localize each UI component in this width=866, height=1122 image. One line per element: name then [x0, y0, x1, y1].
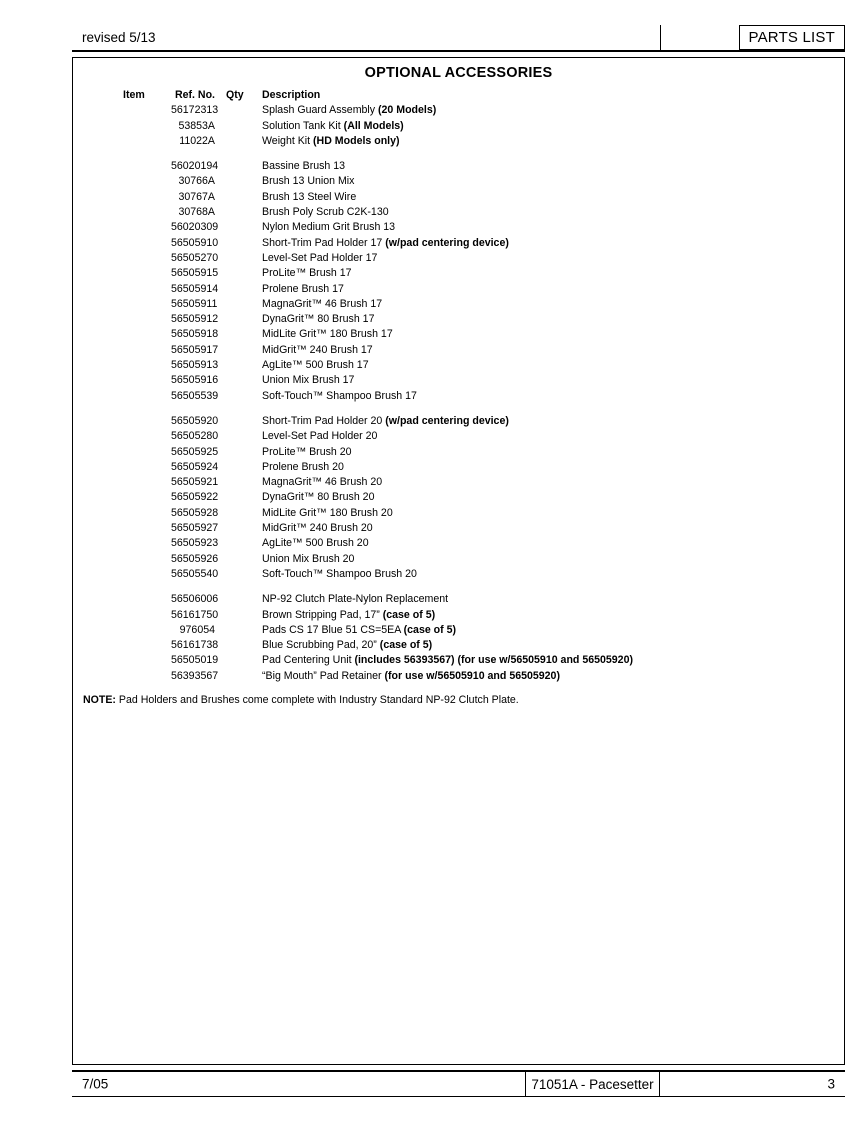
- ref-number-cell: 56505539: [171, 389, 219, 402]
- description-bold-text: (includes 56393567) (for use w/56505910 and 56505920): [354, 654, 633, 667]
- description-cell: MagnaGrit™ 46 Brush 20: [262, 476, 383, 489]
- item-cell: [123, 119, 171, 134]
- ref-number-cell: 11022A: [179, 134, 215, 147]
- qty-cell: [215, 312, 262, 327]
- description-cell: Short-Trim Pad Holder 20 (w/pad centering device): [262, 414, 509, 427]
- description-cell: Nylon Medium Grit Brush 13: [262, 221, 396, 234]
- ref-number-cell: 56505912: [171, 313, 219, 326]
- table-row: [123, 236, 832, 251]
- item-cell: [123, 343, 171, 358]
- table-row: [123, 536, 832, 551]
- item-cell: [123, 266, 171, 281]
- item-cell: [123, 669, 171, 684]
- description-cell: Blue Scrubbing Pad, 20” (case of 5): [262, 639, 433, 652]
- qty-cell: [215, 389, 262, 404]
- qty-cell: [215, 445, 262, 460]
- description-cell: Level-Set Pad Holder 20: [262, 430, 378, 443]
- ref-number-cell: 56505923: [171, 537, 219, 550]
- qty-cell: [215, 638, 262, 653]
- qty-cell: [215, 343, 262, 358]
- item-cell: [123, 103, 171, 118]
- qty-cell: [215, 373, 262, 388]
- ref-number-cell: 56505918: [171, 328, 219, 341]
- qty-cell: [215, 205, 262, 220]
- table-row: [123, 358, 832, 373]
- qty-cell: [215, 552, 262, 567]
- description-cell: Soft-Touch™ Shampoo Brush 17: [262, 389, 417, 402]
- description-cell: MagnaGrit™ 46 Brush 17: [262, 297, 383, 310]
- description-cell: Pad Centering Unit (includes 56393567) (for use w/56505910 and 56505920): [262, 654, 633, 667]
- table-row: [123, 220, 832, 235]
- qty-cell: [215, 174, 262, 189]
- column-header-item: Item: [123, 89, 145, 101]
- description-cell: Solution Tank Kit (All Models): [262, 119, 404, 132]
- description-cell: Weight Kit (HD Models only): [262, 134, 400, 147]
- page-header: [72, 25, 845, 52]
- table-row: [123, 608, 832, 623]
- item-cell: [123, 552, 171, 567]
- ref-number-cell: 30767A: [178, 190, 215, 203]
- table-row: [123, 312, 832, 327]
- qty-cell: [215, 159, 262, 174]
- item-cell: [123, 205, 171, 220]
- item-cell: [123, 389, 171, 404]
- ref-number-cell: 56505928: [171, 506, 219, 519]
- description-cell: Brush 13 Union Mix: [262, 175, 355, 188]
- footer-document-id: 71051A - Pacesetter: [525, 1072, 660, 1096]
- qty-cell: [215, 592, 262, 607]
- ref-number-cell: 56172313: [171, 104, 219, 117]
- item-cell: [123, 475, 171, 490]
- row-group: [123, 592, 832, 684]
- column-header-qty: Qty: [226, 89, 244, 101]
- description-bold-text: (case of 5): [382, 608, 436, 621]
- description-cell: NP-92 Clutch Plate-Nylon Replacement: [262, 593, 449, 606]
- description-cell: Soft-Touch™ Shampoo Brush 20: [262, 567, 417, 580]
- description-cell: ProLite™ Brush 17: [262, 267, 352, 280]
- table-row: [123, 190, 832, 205]
- qty-cell: [215, 251, 262, 266]
- header-divider: [660, 25, 661, 50]
- ref-number-cell: 56505926: [171, 552, 219, 565]
- qty-cell: [215, 414, 262, 429]
- description-cell: DynaGrit™ 80 Brush 20: [262, 491, 375, 504]
- table-row: [123, 429, 832, 444]
- table-row: [123, 134, 832, 149]
- page-footer: [72, 1070, 845, 1097]
- table-row: [123, 460, 832, 475]
- description-cell: Prolene Brush 17: [262, 282, 344, 295]
- page-title: OPTIONAL ACCESSORIES: [364, 65, 553, 81]
- item-cell: [123, 567, 171, 582]
- description-cell: Splash Guard Assembly (20 Models): [262, 104, 437, 117]
- table-row: [123, 653, 832, 668]
- footer-page-number: 3: [827, 1076, 835, 1092]
- item-cell: [123, 297, 171, 312]
- item-cell: [123, 521, 171, 536]
- content-box: [72, 57, 845, 1065]
- table-row: [123, 475, 832, 490]
- table-row: [123, 623, 832, 638]
- description-cell: MidGrit™ 240 Brush 17: [262, 343, 373, 356]
- description-cell: Union Mix Brush 17: [262, 374, 355, 387]
- item-cell: [123, 312, 171, 327]
- table-row: [123, 552, 832, 567]
- description-cell: AgLite™ 500 Brush 20: [262, 537, 369, 550]
- qty-cell: [215, 567, 262, 582]
- item-cell: [123, 236, 171, 251]
- qty-cell: [215, 536, 262, 551]
- ref-number-cell: 56505910: [171, 236, 219, 249]
- description-cell: MidGrit™ 240 Brush 20: [262, 522, 373, 535]
- description-cell: Union Mix Brush 20: [262, 552, 355, 565]
- description-bold-text: (w/pad centering device): [385, 414, 509, 427]
- table-row: [123, 282, 832, 297]
- table-header-row: [123, 88, 832, 103]
- description-cell: Brown Stripping Pad, 17” (case of 5): [262, 608, 436, 621]
- item-cell: [123, 592, 171, 607]
- qty-cell: [215, 327, 262, 342]
- qty-cell: [215, 134, 262, 149]
- table-row: [123, 389, 832, 404]
- description-cell: “Big Mouth” Pad Retainer (for use w/56505910 and 56505920): [262, 669, 560, 682]
- qty-cell: [215, 506, 262, 521]
- description-cell: MidLite Grit™ 180 Brush 17: [262, 328, 393, 341]
- description-cell: DynaGrit™ 80 Brush 17: [262, 313, 375, 326]
- qty-cell: [215, 119, 262, 134]
- qty-cell: [215, 490, 262, 505]
- description-cell: Brush 13 Steel Wire: [262, 190, 357, 203]
- item-cell: [123, 159, 171, 174]
- column-header-description: Description: [262, 89, 321, 101]
- accessories-table-groups: [123, 103, 832, 684]
- qty-cell: [215, 653, 262, 668]
- description-bold-text: (HD Models only): [313, 134, 400, 147]
- ref-number-cell: 56505924: [171, 460, 219, 473]
- ref-number-cell: 976054: [179, 623, 215, 636]
- table-row: [123, 174, 832, 189]
- table-row: [123, 103, 832, 118]
- revision-date: revised 5/13: [82, 30, 156, 45]
- table-row: [123, 445, 832, 460]
- ref-number-cell: 56505920: [171, 414, 219, 427]
- item-cell: [123, 251, 171, 266]
- item-cell: [123, 460, 171, 475]
- qty-cell: [215, 103, 262, 118]
- ref-number-cell: 56505921: [171, 476, 219, 489]
- ref-number-cell: 56505540: [171, 567, 219, 580]
- ref-number-cell: 56020309: [171, 221, 219, 234]
- description-cell: Brush Poly Scrub C2K-130: [262, 206, 389, 219]
- description-bold-text: (for use w/56505910 and 56505920): [384, 669, 560, 682]
- table-row: [123, 343, 832, 358]
- table-row: [123, 297, 832, 312]
- row-group: [123, 159, 832, 404]
- column-header-ref: Ref. No.: [174, 89, 215, 101]
- description-bold-text: (All Models): [343, 119, 404, 132]
- item-cell: [123, 190, 171, 205]
- ref-number-cell: 56505913: [171, 359, 219, 372]
- table-row: [123, 159, 832, 174]
- qty-cell: [215, 608, 262, 623]
- ref-number-cell: 56393567: [171, 669, 219, 682]
- item-cell: [123, 536, 171, 551]
- description-cell: Prolene Brush 20: [262, 460, 344, 473]
- qty-cell: [215, 669, 262, 684]
- item-cell: [123, 414, 171, 429]
- qty-cell: [215, 429, 262, 444]
- ref-number-cell: 53853A: [178, 119, 215, 132]
- table-row: [123, 506, 832, 521]
- table-row: [123, 521, 832, 536]
- description-cell: Pads CS 17 Blue 51 CS=5EA (case of 5): [262, 623, 457, 636]
- description-bold-text: (case of 5): [403, 623, 457, 636]
- item-cell: [123, 608, 171, 623]
- note: [73, 693, 844, 708]
- table-row: [123, 119, 832, 134]
- ref-number-cell: 56505922: [171, 491, 219, 504]
- ref-number-cell: 56505911: [171, 297, 218, 310]
- item-cell: [123, 358, 171, 373]
- ref-number-cell: 56505915: [171, 267, 219, 280]
- qty-cell: [215, 282, 262, 297]
- ref-number-cell: 56505914: [171, 282, 219, 295]
- description-bold-text: (20 Models): [378, 104, 437, 117]
- table-row: [123, 567, 832, 582]
- table-row: [123, 251, 832, 266]
- table-row: [123, 490, 832, 505]
- ref-number-cell: 56505270: [171, 251, 219, 264]
- qty-cell: [215, 475, 262, 490]
- qty-cell: [215, 220, 262, 235]
- ref-number-cell: 30766A: [178, 175, 215, 188]
- note-label: NOTE:: [83, 693, 116, 706]
- table-row: [123, 205, 832, 220]
- item-cell: [123, 373, 171, 388]
- qty-cell: [215, 460, 262, 475]
- note-text: Pad Holders and Brushes come complete with Industry Standard NP-92 Clutch Plate.: [118, 693, 519, 706]
- row-group: [123, 103, 832, 149]
- parts-list-label: PARTS LIST: [739, 25, 845, 50]
- qty-cell: [215, 190, 262, 205]
- item-cell: [123, 638, 171, 653]
- description-cell: Bassine Brush 13: [262, 160, 346, 173]
- ref-number-cell: 56505916: [171, 374, 219, 387]
- ref-number-cell: 56505927: [171, 522, 219, 535]
- ref-number-cell: 56161750: [171, 608, 219, 621]
- item-cell: [123, 490, 171, 505]
- ref-number-cell: 30768A: [178, 206, 215, 219]
- item-cell: [123, 445, 171, 460]
- qty-cell: [215, 358, 262, 373]
- item-cell: [123, 653, 171, 668]
- item-cell: [123, 134, 171, 149]
- qty-cell: [215, 297, 262, 312]
- description-cell: Level-Set Pad Holder 17: [262, 251, 378, 264]
- ref-number-cell: 56505019: [171, 654, 219, 667]
- ref-number-cell: 56506006: [171, 593, 219, 606]
- item-cell: [123, 429, 171, 444]
- qty-cell: [215, 623, 262, 638]
- ref-number-cell: 56505917: [171, 343, 219, 356]
- accessories-table: [73, 88, 844, 684]
- table-row: [123, 592, 832, 607]
- qty-cell: [215, 236, 262, 251]
- item-cell: [123, 174, 171, 189]
- table-row: [123, 327, 832, 342]
- row-group: [123, 414, 832, 582]
- ref-number-cell: 56020194: [171, 160, 219, 173]
- ref-number-cell: 56161738: [171, 639, 219, 652]
- item-cell: [123, 220, 171, 235]
- description-cell: ProLite™ Brush 20: [262, 445, 352, 458]
- description-cell: MidLite Grit™ 180 Brush 20: [262, 506, 393, 519]
- item-cell: [123, 506, 171, 521]
- table-row: [123, 373, 832, 388]
- description-cell: Short-Trim Pad Holder 17 (w/pad centering device): [262, 236, 509, 249]
- qty-cell: [215, 521, 262, 536]
- item-cell: [123, 327, 171, 342]
- description-cell: AgLite™ 500 Brush 17: [262, 359, 369, 372]
- description-bold-text: (case of 5): [379, 639, 433, 652]
- ref-number-cell: 56505925: [171, 445, 219, 458]
- footer-date: 7/05: [82, 1076, 109, 1092]
- item-cell: [123, 282, 171, 297]
- description-bold-text: (w/pad centering device): [385, 236, 509, 249]
- ref-number-cell: 56505280: [171, 430, 219, 443]
- table-row: [123, 266, 832, 281]
- qty-cell: [215, 266, 262, 281]
- table-row: [123, 669, 832, 684]
- table-row: [123, 414, 832, 429]
- table-row: [123, 638, 832, 653]
- item-cell: [123, 623, 171, 638]
